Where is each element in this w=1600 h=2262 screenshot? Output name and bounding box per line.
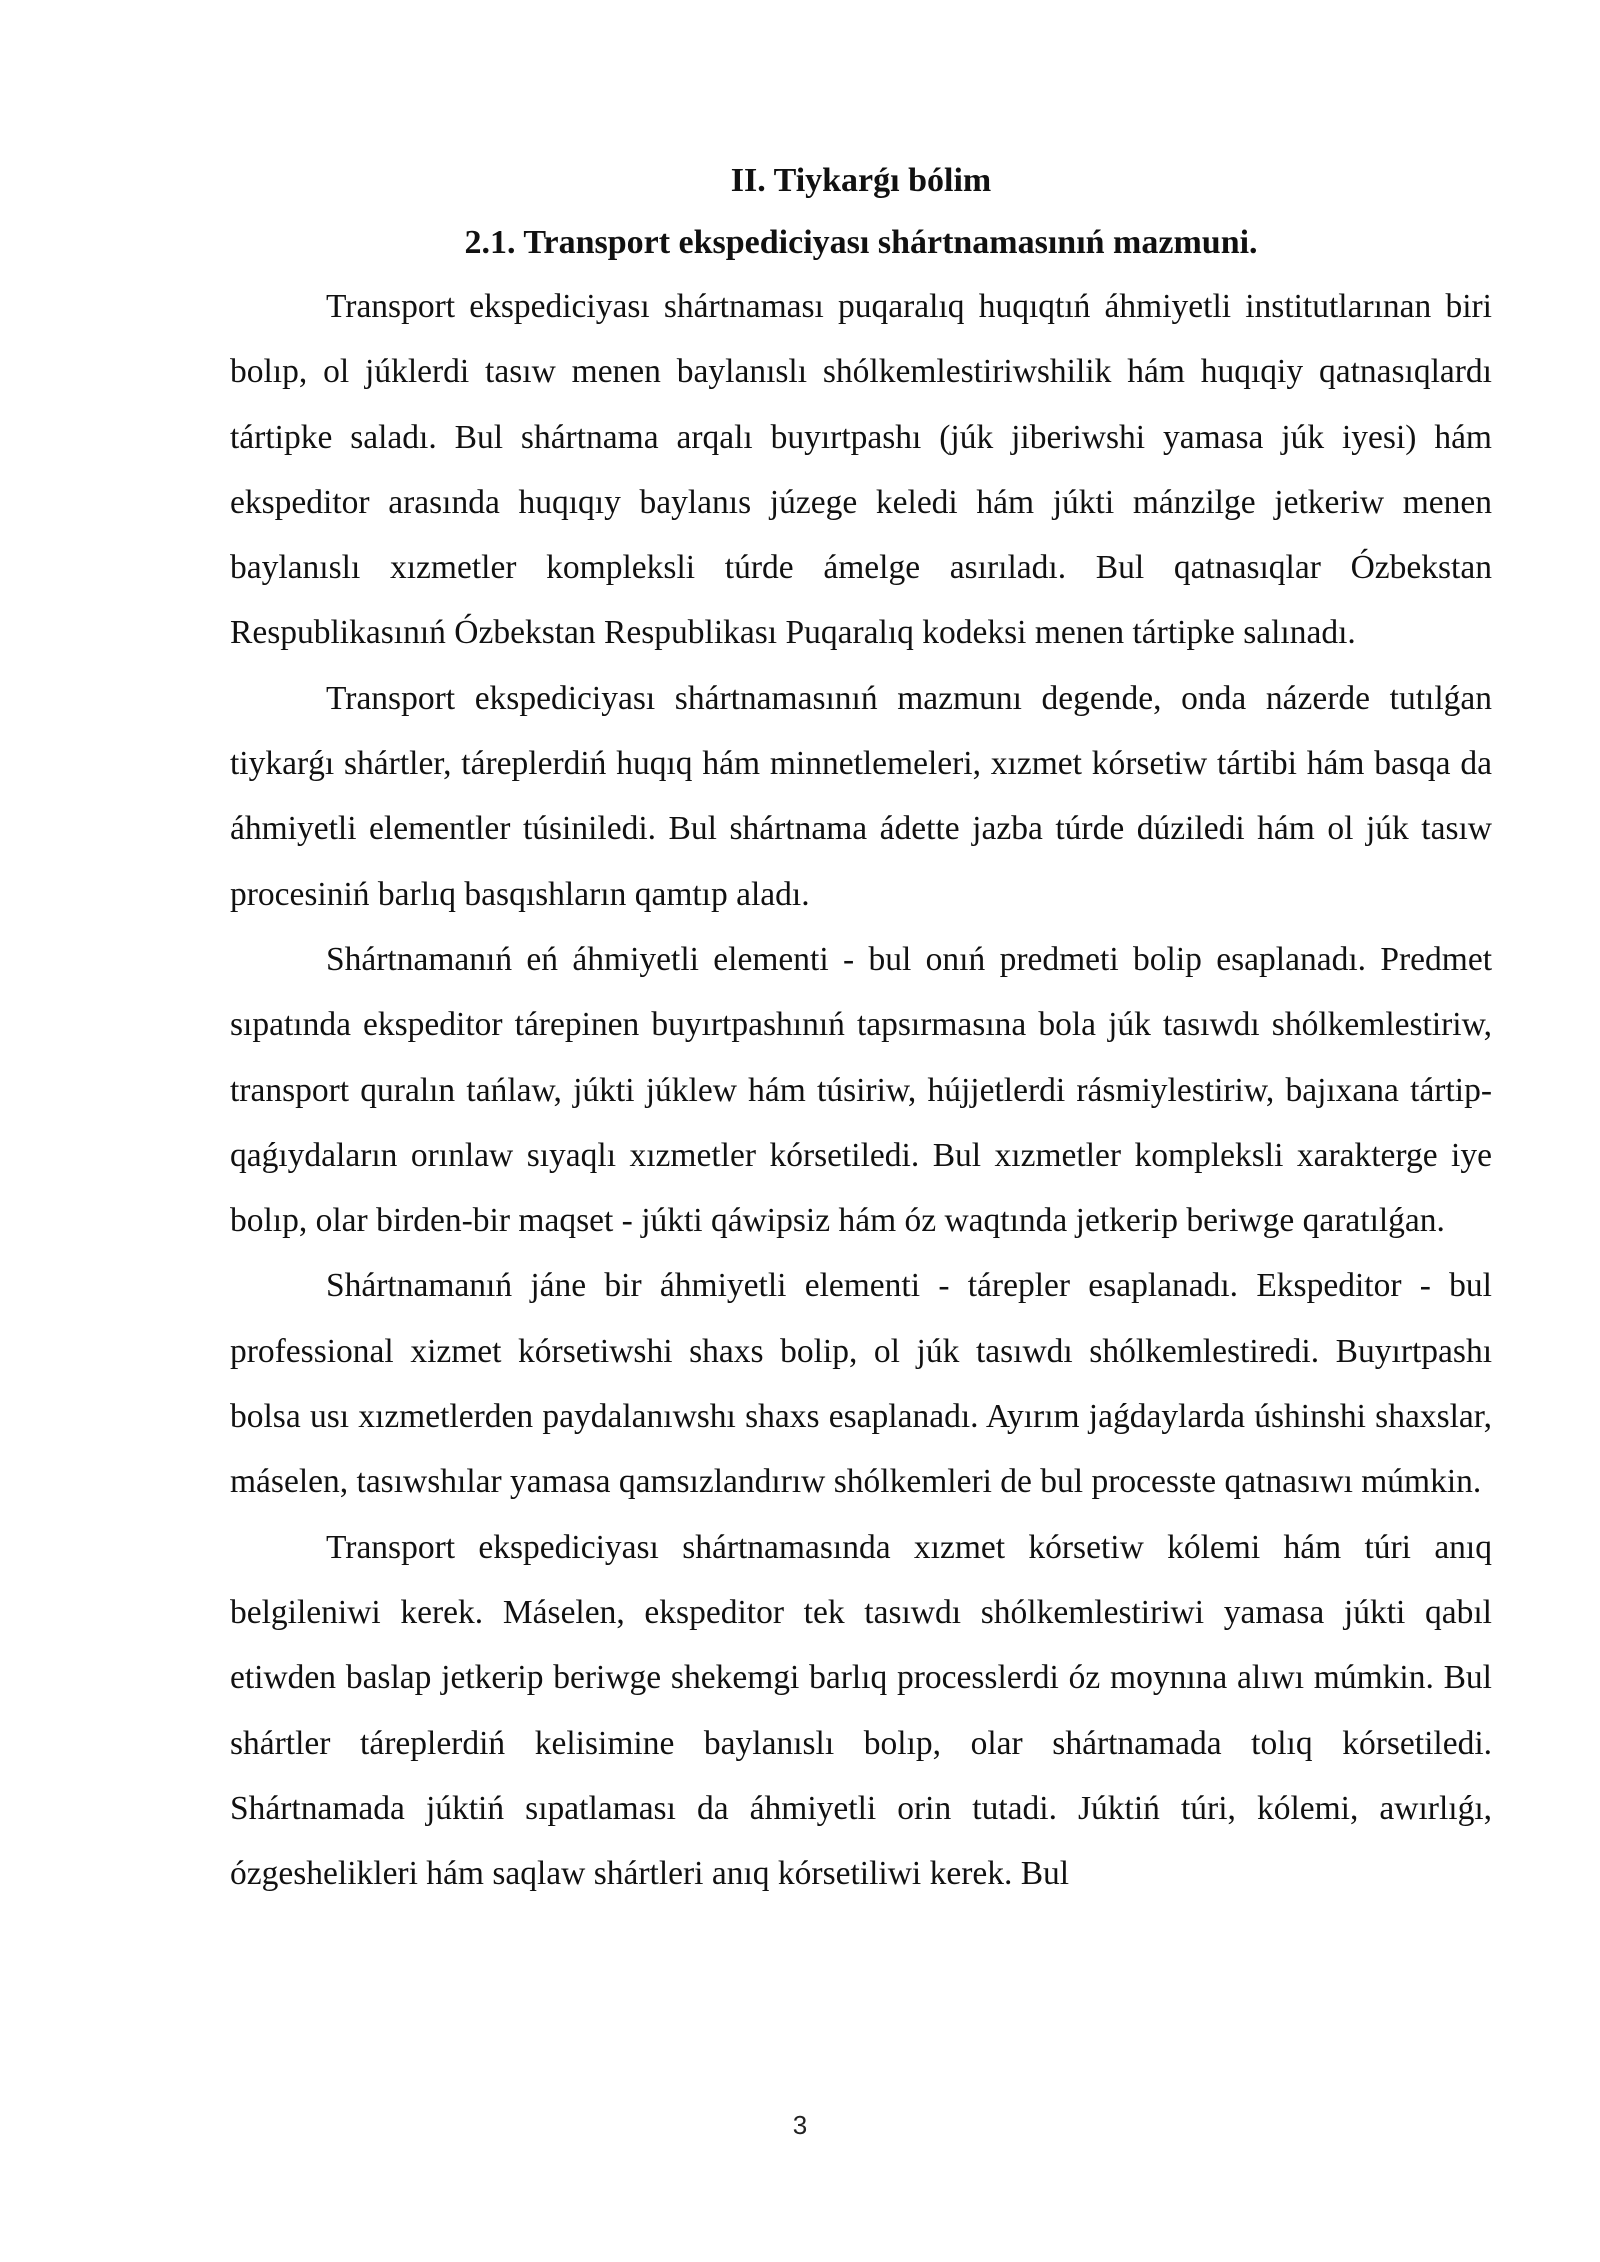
paragraph: Transport ekspediciyası shártnaması puqaralıq huqıqtıń áhmiyetli institutlarınan biri bolıp, ol júklerdi tasıw menen baylanıslı shólkemlestiriwshilik hám huqıqiy qatnasıqlardı tártipke saladı. Bul shártnama arqalı buyırtpashı (júk jiberiwshi yamasa júk iyesi) hám ekspeditor arasında huqıqıy baylanıs júzege keledi hám júkti mánzilge jetkeriw menen baylanıslı xızmetler kompleksli túrde ámelge asırıladı. Bul qatnasıqlar Ózbekstan Respublikasınıń Ózbekstan Respublikası Puqaralıq kodeksi menen tártipke salınadı. [230,288,1492,652]
paragraph: Shártnamanıń jáne bir áhmiyetli elementi - tárepler esaplanadı. Ekspeditor - bul professional xizmet kórsetiwshi shaxs bolip, ol júk tasıwdı shólkemlestiredi. Buyırtpashı bolsa usı xızmetlerden paydalanıwshı shaxs esaplanadı. Ayırım jaǵdaylarda úshinshi shaxslar, máselen, tasıwshılar yamasa qamsızlandırıw shólkemleri de bul processte qatnasıwı múmkin. [230,1267,1492,1501]
section-title: 2.1. Transport ekspediciyası shártnamasınıń mazmuni. [464,224,1258,261]
page-number: 3 [792,2110,808,2140]
paragraph: Shártnamanıń eń áhmiyetli elementi - bul onıń predmeti bolip esaplanadı. Predmet sıpatında ekspeditor tárepinen buyırtpashınıń tapsırmasına bola júk tasıwdı shólkemlestiriw, transport quralın tańlaw, júkti júklew hám túsiriw, hújjetlerdi rásmiylestiriw, bajıxana tártip-qaǵıydaların orınlaw sıyaqlı xızmetler kórsetiledi. Bul xızmetler kompleksli xarakterge iye bolıp, olar birden-bir maqset - júkti qáwipsiz hám óz waqtında jetkerip beriwge qaratılǵan. [230,940,1492,1240]
paragraph: Transport ekspediciyası shártnamasınıń mazmunı degende, onda názerde tutılǵan tiykarǵı shártler, táreplerdiń huqıq hám minnetlemeleri, xızmet kórsetiw tártibi hám basqa da áhmiyetli elementler túsiniledi. Bul shártnama ádette jazba túrde dúziledi hám ol júk tasıw procesiniń barlıq basqıshların qamtıp aladı. [230,679,1492,913]
part-title: II. Tiykarǵı bólim [730,162,992,199]
paragraph: Transport ekspediciyası shártnamasında xızmet kórsetiw kólemi hám túri anıq belgileniwi kerek. Máselen, ekspeditor tek tasıwdı shólkemlestiriwi yamasa júkti qabıl etiwden baslap jetkerip beriwge shekemgi barlıq processlerdi óz moynına alıwı múmkin. Bul shártler táreplerdiń kelisimine baylanıslı bolıp, olar shártnamada tolıq kórsetiledi. Shártnamada júktiń sıpatlaması da áhmiyetli orin tutadi. Júktiń túri, kólemi, awırlıǵı, ózgeshelikleri hám saqlaw shártleri anıq kórsetiliwi kerek. Bul [230,1528,1492,1893]
document-page [230,150,1492,1906]
